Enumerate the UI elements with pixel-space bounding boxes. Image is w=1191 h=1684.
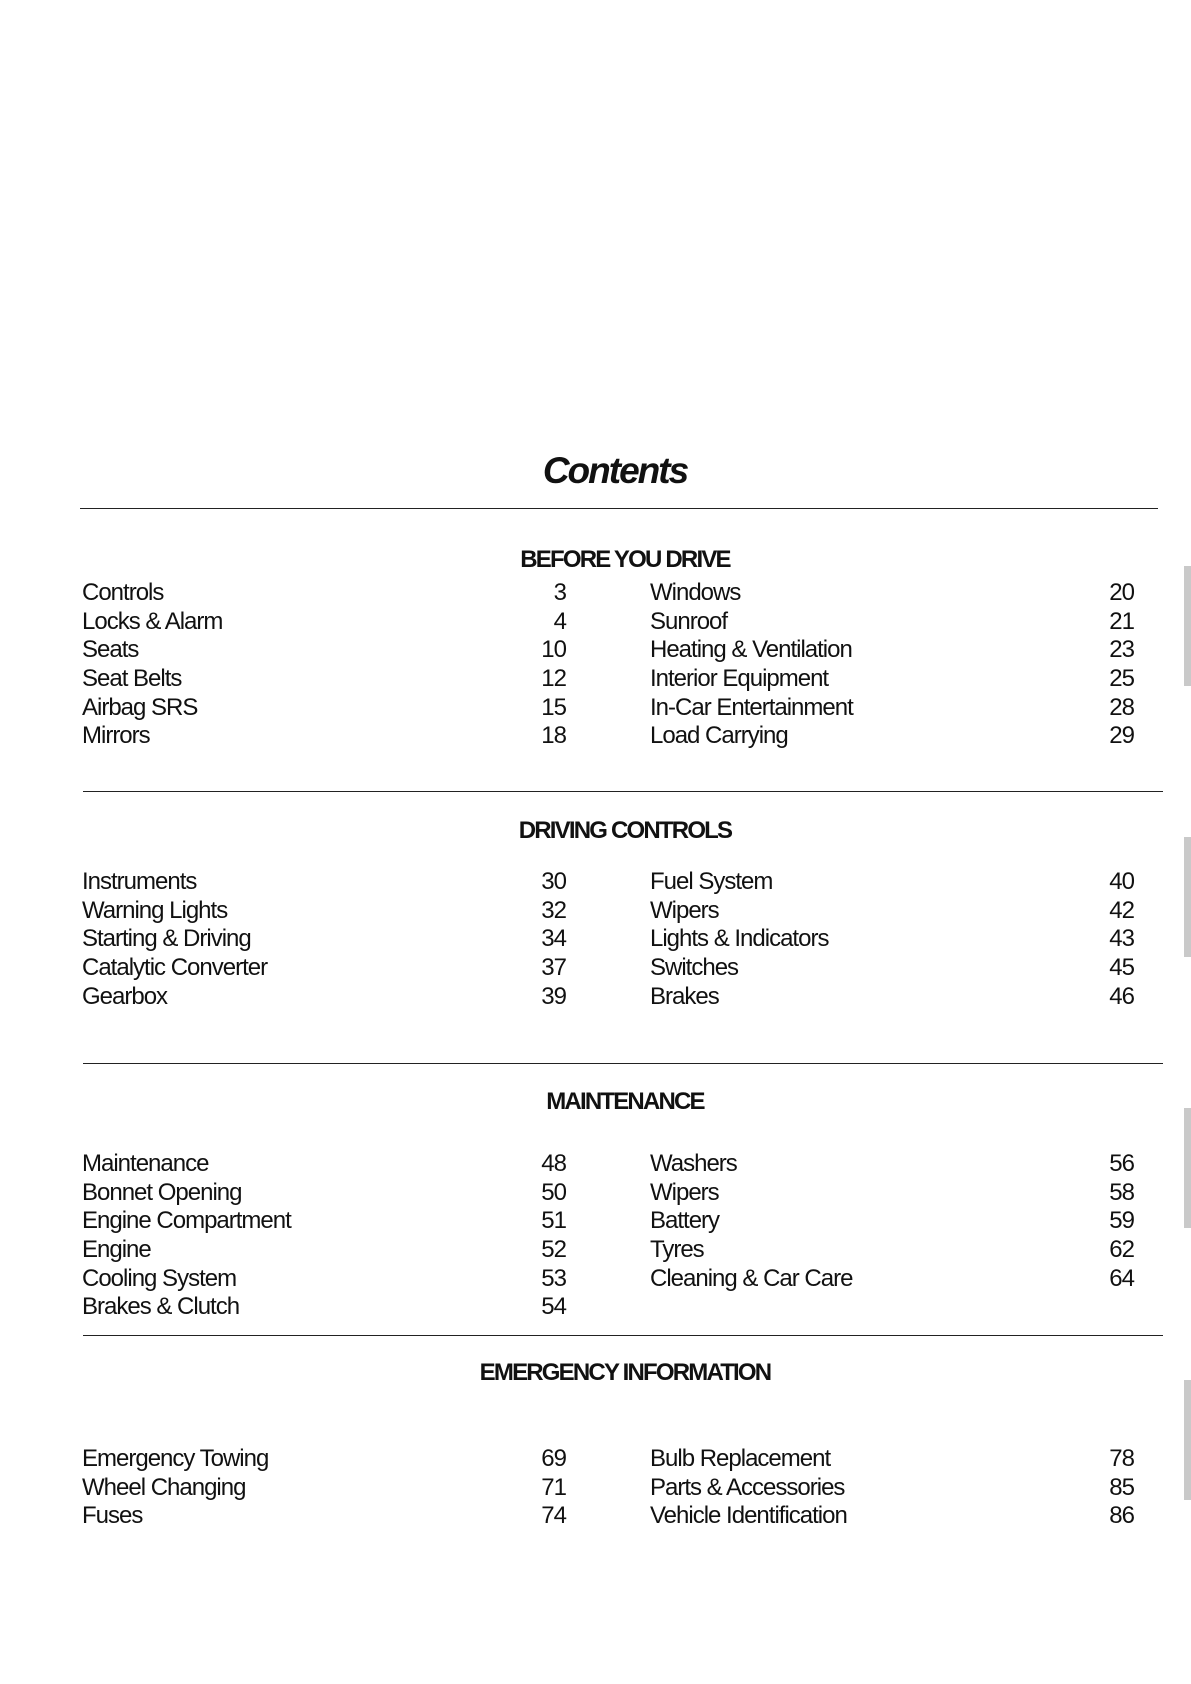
toc-entry-label: Vehicle Identification <box>650 1502 847 1530</box>
toc-entry-washers[interactable] <box>650 1150 1134 1179</box>
toc-entry-locks-alarm[interactable] <box>82 608 566 637</box>
toc-entry-in-car-entertainment[interactable] <box>650 694 1134 723</box>
toc-column-left <box>82 579 566 751</box>
toc-entry-emergency-towing[interactable] <box>82 1445 566 1474</box>
toc-entry-heating-ventilation[interactable] <box>650 636 1134 665</box>
toc-column-right <box>650 1445 1134 1531</box>
toc-entry-label: Lights & Indicators <box>650 925 829 953</box>
toc-entry-gearbox[interactable] <box>82 983 566 1012</box>
toc-entry-interior-equipment[interactable] <box>650 665 1134 694</box>
toc-entry-page: 4 <box>553 607 566 635</box>
toc-entry-page: 12 <box>541 665 566 693</box>
toc-entry-sunroof[interactable] <box>650 608 1134 637</box>
section-heading-maintenance: MAINTENANCE <box>546 1088 704 1115</box>
toc-entry-page: 46 <box>1109 982 1134 1010</box>
toc-entry-page: 23 <box>1109 636 1134 664</box>
toc-entry-bonnet-opening[interactable] <box>82 1179 566 1208</box>
section-divider <box>83 1335 1163 1336</box>
toc-entry-label: Heating & Ventilation <box>650 636 852 664</box>
toc-entry-page: 45 <box>1109 954 1134 982</box>
toc-entry-page: 21 <box>1109 607 1134 635</box>
toc-entry-page: 3 <box>553 579 566 606</box>
toc-entry-page: 71 <box>541 1473 566 1501</box>
toc-entry-page: 10 <box>541 636 566 664</box>
toc-entry-engine-compartment[interactable] <box>82 1207 566 1236</box>
toc-entry-page: 30 <box>541 868 566 895</box>
toc-entry-page: 37 <box>541 954 566 982</box>
toc-entry-page: 78 <box>1109 1445 1134 1472</box>
toc-entry-label: Engine Compartment <box>82 1207 291 1235</box>
toc-entry-wipers[interactable] <box>650 1179 1134 1208</box>
toc-entry-label: Wipers <box>650 1178 719 1206</box>
toc-entry-label: Starting & Driving <box>82 925 251 953</box>
toc-entry-page: 34 <box>541 925 566 953</box>
toc-entry-page: 40 <box>1109 868 1134 895</box>
toc-entry-label: Brakes <box>650 982 719 1010</box>
toc-column-right <box>650 868 1134 1011</box>
title-divider <box>80 508 1158 509</box>
toc-entry-maintenance[interactable] <box>82 1150 566 1179</box>
toc-entry-page: 56 <box>1109 1150 1134 1177</box>
toc-entry-label: Seat Belts <box>82 665 182 693</box>
toc-entry-lights-indicators[interactable] <box>650 925 1134 954</box>
toc-entry-tyres[interactable] <box>650 1236 1134 1265</box>
toc-entry-label: Locks & Alarm <box>82 607 223 635</box>
toc-entry-label: Wipers <box>650 896 719 924</box>
toc-entry-label: Washers <box>650 1150 737 1177</box>
toc-entry-cleaning-car-care[interactable] <box>650 1265 1134 1294</box>
toc-entry-page: 28 <box>1109 693 1134 721</box>
toc-entry-label: Fuses <box>82 1502 143 1530</box>
toc-entry-label: Wheel Changing <box>82 1473 246 1501</box>
toc-entry-page: 85 <box>1109 1473 1134 1501</box>
toc-entry-page: 74 <box>541 1502 566 1530</box>
toc-entry-page: 29 <box>1109 722 1134 750</box>
toc-entry-label: In-Car Entertainment <box>650 693 853 721</box>
toc-entry-label: Cleaning & Car Care <box>650 1264 853 1292</box>
toc-entry-page: 64 <box>1109 1264 1134 1292</box>
toc-entry-label: Bulb Replacement <box>650 1445 831 1472</box>
toc-entry-page: 25 <box>1109 665 1134 693</box>
toc-entry-page: 39 <box>541 982 566 1010</box>
toc-entry-label: Load Carrying <box>650 722 788 750</box>
toc-entry-page: 51 <box>541 1207 566 1235</box>
toc-entry-battery[interactable] <box>650 1207 1134 1236</box>
toc-entry-wheel-changing[interactable] <box>82 1474 566 1503</box>
thumb-index-tab-driving-controls <box>1184 837 1191 957</box>
toc-entry-mirrors[interactable] <box>82 722 566 751</box>
thumb-index-tab-emergency-information <box>1184 1380 1191 1500</box>
toc-entry-load-carrying[interactable] <box>650 722 1134 751</box>
toc-entry-page: 20 <box>1109 579 1134 606</box>
toc-entry-catalytic-converter[interactable] <box>82 954 566 983</box>
toc-entry-seat-belts[interactable] <box>82 665 566 694</box>
toc-entry-label: Parts & Accessories <box>650 1473 845 1501</box>
toc-entry-airbag-srs[interactable] <box>82 694 566 723</box>
toc-column-right <box>650 579 1134 751</box>
toc-entry-label: Warning Lights <box>82 896 228 924</box>
toc-entry-label: Seats <box>82 636 139 664</box>
toc-column-left <box>82 868 566 1011</box>
toc-entry-cooling-system[interactable] <box>82 1265 566 1294</box>
toc-entry-page: 50 <box>541 1178 566 1206</box>
toc-entry-brakes[interactable] <box>650 983 1134 1012</box>
toc-column-left <box>82 1150 566 1322</box>
toc-entry-label: Controls <box>82 579 164 606</box>
toc-entry-wipers[interactable] <box>650 897 1134 926</box>
toc-entry-label: Brakes & Clutch <box>82 1293 240 1321</box>
toc-entry-instruments[interactable] <box>82 868 566 897</box>
toc-entry-seats[interactable] <box>82 636 566 665</box>
thumb-index-tab-maintenance <box>1184 1108 1191 1228</box>
toc-entry-fuel-system[interactable] <box>650 868 1134 897</box>
toc-entry-page: 53 <box>541 1264 566 1292</box>
toc-entry-controls[interactable] <box>82 579 566 608</box>
toc-entry-label: Catalytic Converter <box>82 954 268 982</box>
toc-entry-page: 69 <box>541 1445 566 1472</box>
toc-entry-fuses[interactable] <box>82 1502 566 1531</box>
toc-entry-label: Fuel System <box>650 868 773 895</box>
toc-entry-page: 32 <box>541 896 566 924</box>
toc-entry-page: 15 <box>541 693 566 721</box>
toc-entry-switches[interactable] <box>650 954 1134 983</box>
section-divider <box>83 791 1163 792</box>
toc-entry-page: 54 <box>541 1293 566 1321</box>
section-heading-emergency-information: EMERGENCY INFORMATION <box>479 1359 771 1386</box>
toc-column-left <box>82 1445 566 1531</box>
toc-entry-page: 48 <box>541 1150 566 1177</box>
toc-entry-page: 59 <box>1109 1207 1134 1235</box>
toc-entry-page: 62 <box>1109 1236 1134 1264</box>
toc-entry-page: 86 <box>1109 1502 1134 1530</box>
toc-entry-parts-accessories[interactable] <box>650 1474 1134 1503</box>
thumb-index-tab-before-you-drive <box>1184 566 1191 686</box>
section-divider <box>83 1063 1163 1064</box>
toc-entry-starting-driving[interactable] <box>82 925 566 954</box>
toc-entry-label: Gearbox <box>82 982 168 1010</box>
toc-column-right <box>650 1150 1134 1293</box>
toc-entry-label: Mirrors <box>82 722 150 750</box>
toc-entry-label: Engine <box>82 1236 151 1264</box>
toc-entry-brakes-clutch[interactable] <box>82 1293 566 1322</box>
toc-entry-label: Bonnet Opening <box>82 1178 242 1206</box>
toc-entry-page: 42 <box>1109 896 1134 924</box>
toc-entry-label: Windows <box>650 579 741 606</box>
toc-entry-label: Switches <box>650 954 739 982</box>
section-heading-before-you-drive: BEFORE YOU DRIVE <box>520 546 730 573</box>
toc-entry-page: 52 <box>541 1236 566 1264</box>
toc-entry-label: Tyres <box>650 1236 704 1264</box>
toc-entry-label: Sunroof <box>650 607 728 635</box>
toc-entry-engine[interactable] <box>82 1236 566 1265</box>
toc-entry-page: 58 <box>1109 1178 1134 1206</box>
toc-entry-label: Instruments <box>82 868 197 895</box>
toc-entry-label: Maintenance <box>82 1150 209 1177</box>
page-title: Contents <box>542 450 688 491</box>
toc-entry-label: Battery <box>650 1207 720 1235</box>
toc-entry-warning-lights[interactable] <box>82 897 566 926</box>
toc-entry-label: Interior Equipment <box>650 665 829 693</box>
toc-entry-bulb-replacement[interactable] <box>650 1445 1134 1474</box>
toc-entry-label: Cooling System <box>82 1264 237 1292</box>
toc-entry-windows[interactable] <box>650 579 1134 608</box>
toc-entry-label: Airbag SRS <box>82 693 198 721</box>
toc-entry-page: 43 <box>1109 925 1134 953</box>
toc-entry-page: 18 <box>541 722 566 750</box>
section-heading-driving-controls: DRIVING CONTROLS <box>518 817 732 844</box>
toc-entry-vehicle-identification[interactable] <box>650 1502 1134 1531</box>
toc-entry-label: Emergency Towing <box>82 1445 269 1472</box>
